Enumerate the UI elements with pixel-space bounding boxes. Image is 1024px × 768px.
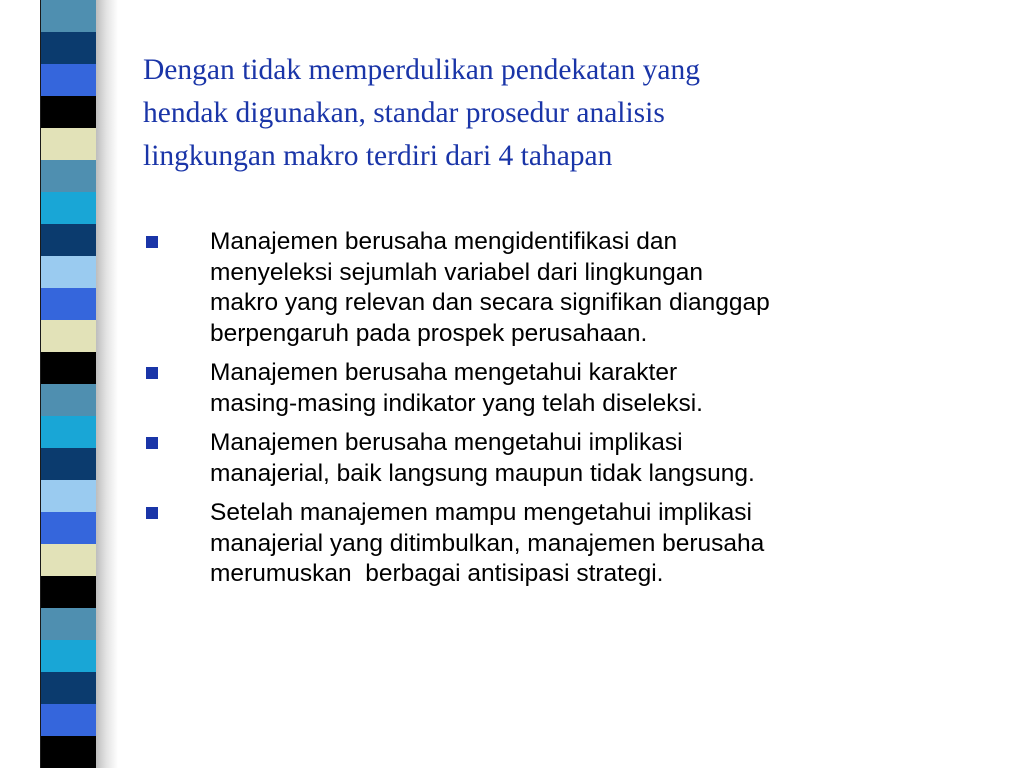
square-bullet-icon xyxy=(146,437,158,449)
bullet-text-line: Manajemen berusaha mengetahui karakter xyxy=(210,359,678,386)
stripe-segment xyxy=(41,288,96,320)
stripe-segment xyxy=(41,640,96,672)
bullet-text-line: masing-masing indikator yang telah diseleksi. xyxy=(210,389,703,417)
bullet-text-line: Manajemen berusaha mengidentifikasi dan xyxy=(210,228,678,255)
stripe-segment xyxy=(41,352,96,384)
slide-title xyxy=(143,49,983,178)
stripe-segment xyxy=(41,192,96,224)
stripe-segment xyxy=(41,576,96,608)
bullet-text-line: Manajemen berusaha mengetahui implikasi xyxy=(210,429,683,456)
bullet-text-line: manajerial yang ditimbulkan, manajemen berusaha xyxy=(210,529,765,557)
bullet-text-line: Setelah manajemen mampu mengetahui implikasi xyxy=(210,499,753,526)
square-bullet-icon xyxy=(146,507,158,519)
stripe-segment xyxy=(41,416,96,448)
stripe-segment xyxy=(41,224,96,256)
stripe-segment xyxy=(41,96,96,128)
stripe-segment xyxy=(41,704,96,736)
title-line: lingkungan makro terdiri dari 4 tahapan xyxy=(143,140,613,172)
square-bullet-icon xyxy=(146,236,158,248)
title-line: Dengan tidak memperdulikan pendekatan yang xyxy=(143,54,701,86)
stripe-segment xyxy=(41,480,96,512)
bullet-text-line: merumuskan berbagai antisipasi strategi. xyxy=(210,560,664,587)
bullet-item xyxy=(143,227,1003,349)
stripe-segment xyxy=(41,384,96,416)
stripe-segment xyxy=(41,32,96,64)
bullet-item xyxy=(143,498,1003,590)
stripe-segment xyxy=(41,512,96,544)
stripe-segment xyxy=(41,0,96,32)
stripe-segment xyxy=(41,256,96,288)
stripe-bar-shadow xyxy=(96,0,118,768)
title-line: hendak digunakan, standar prosedur analisis xyxy=(143,97,665,129)
stripe-segment xyxy=(41,448,96,480)
stripe-segment xyxy=(41,160,96,192)
stripe-segment xyxy=(41,608,96,640)
stripe-segment xyxy=(41,320,96,352)
decorative-stripe-bar xyxy=(40,0,97,768)
bullet-text-line: berpengaruh pada prospek perusahaan. xyxy=(210,319,648,347)
bullet-text-line: menyeleksi sejumlah variabel dari lingkungan xyxy=(210,258,703,286)
stripe-segment xyxy=(41,544,96,576)
bullet-text-line: manajerial, baik langsung maupun tidak langsung. xyxy=(210,459,755,487)
stripe-segment xyxy=(41,736,96,768)
bullet-item xyxy=(143,358,1003,419)
bullet-item xyxy=(143,428,1003,489)
bullet-list xyxy=(143,227,1003,599)
bullet-text-line: makro yang relevan dan secara signifikan dianggap xyxy=(210,289,770,316)
stripe-segment xyxy=(41,128,96,160)
stripe-segment xyxy=(41,64,96,96)
stripe-segment xyxy=(41,672,96,704)
square-bullet-icon xyxy=(146,367,158,379)
